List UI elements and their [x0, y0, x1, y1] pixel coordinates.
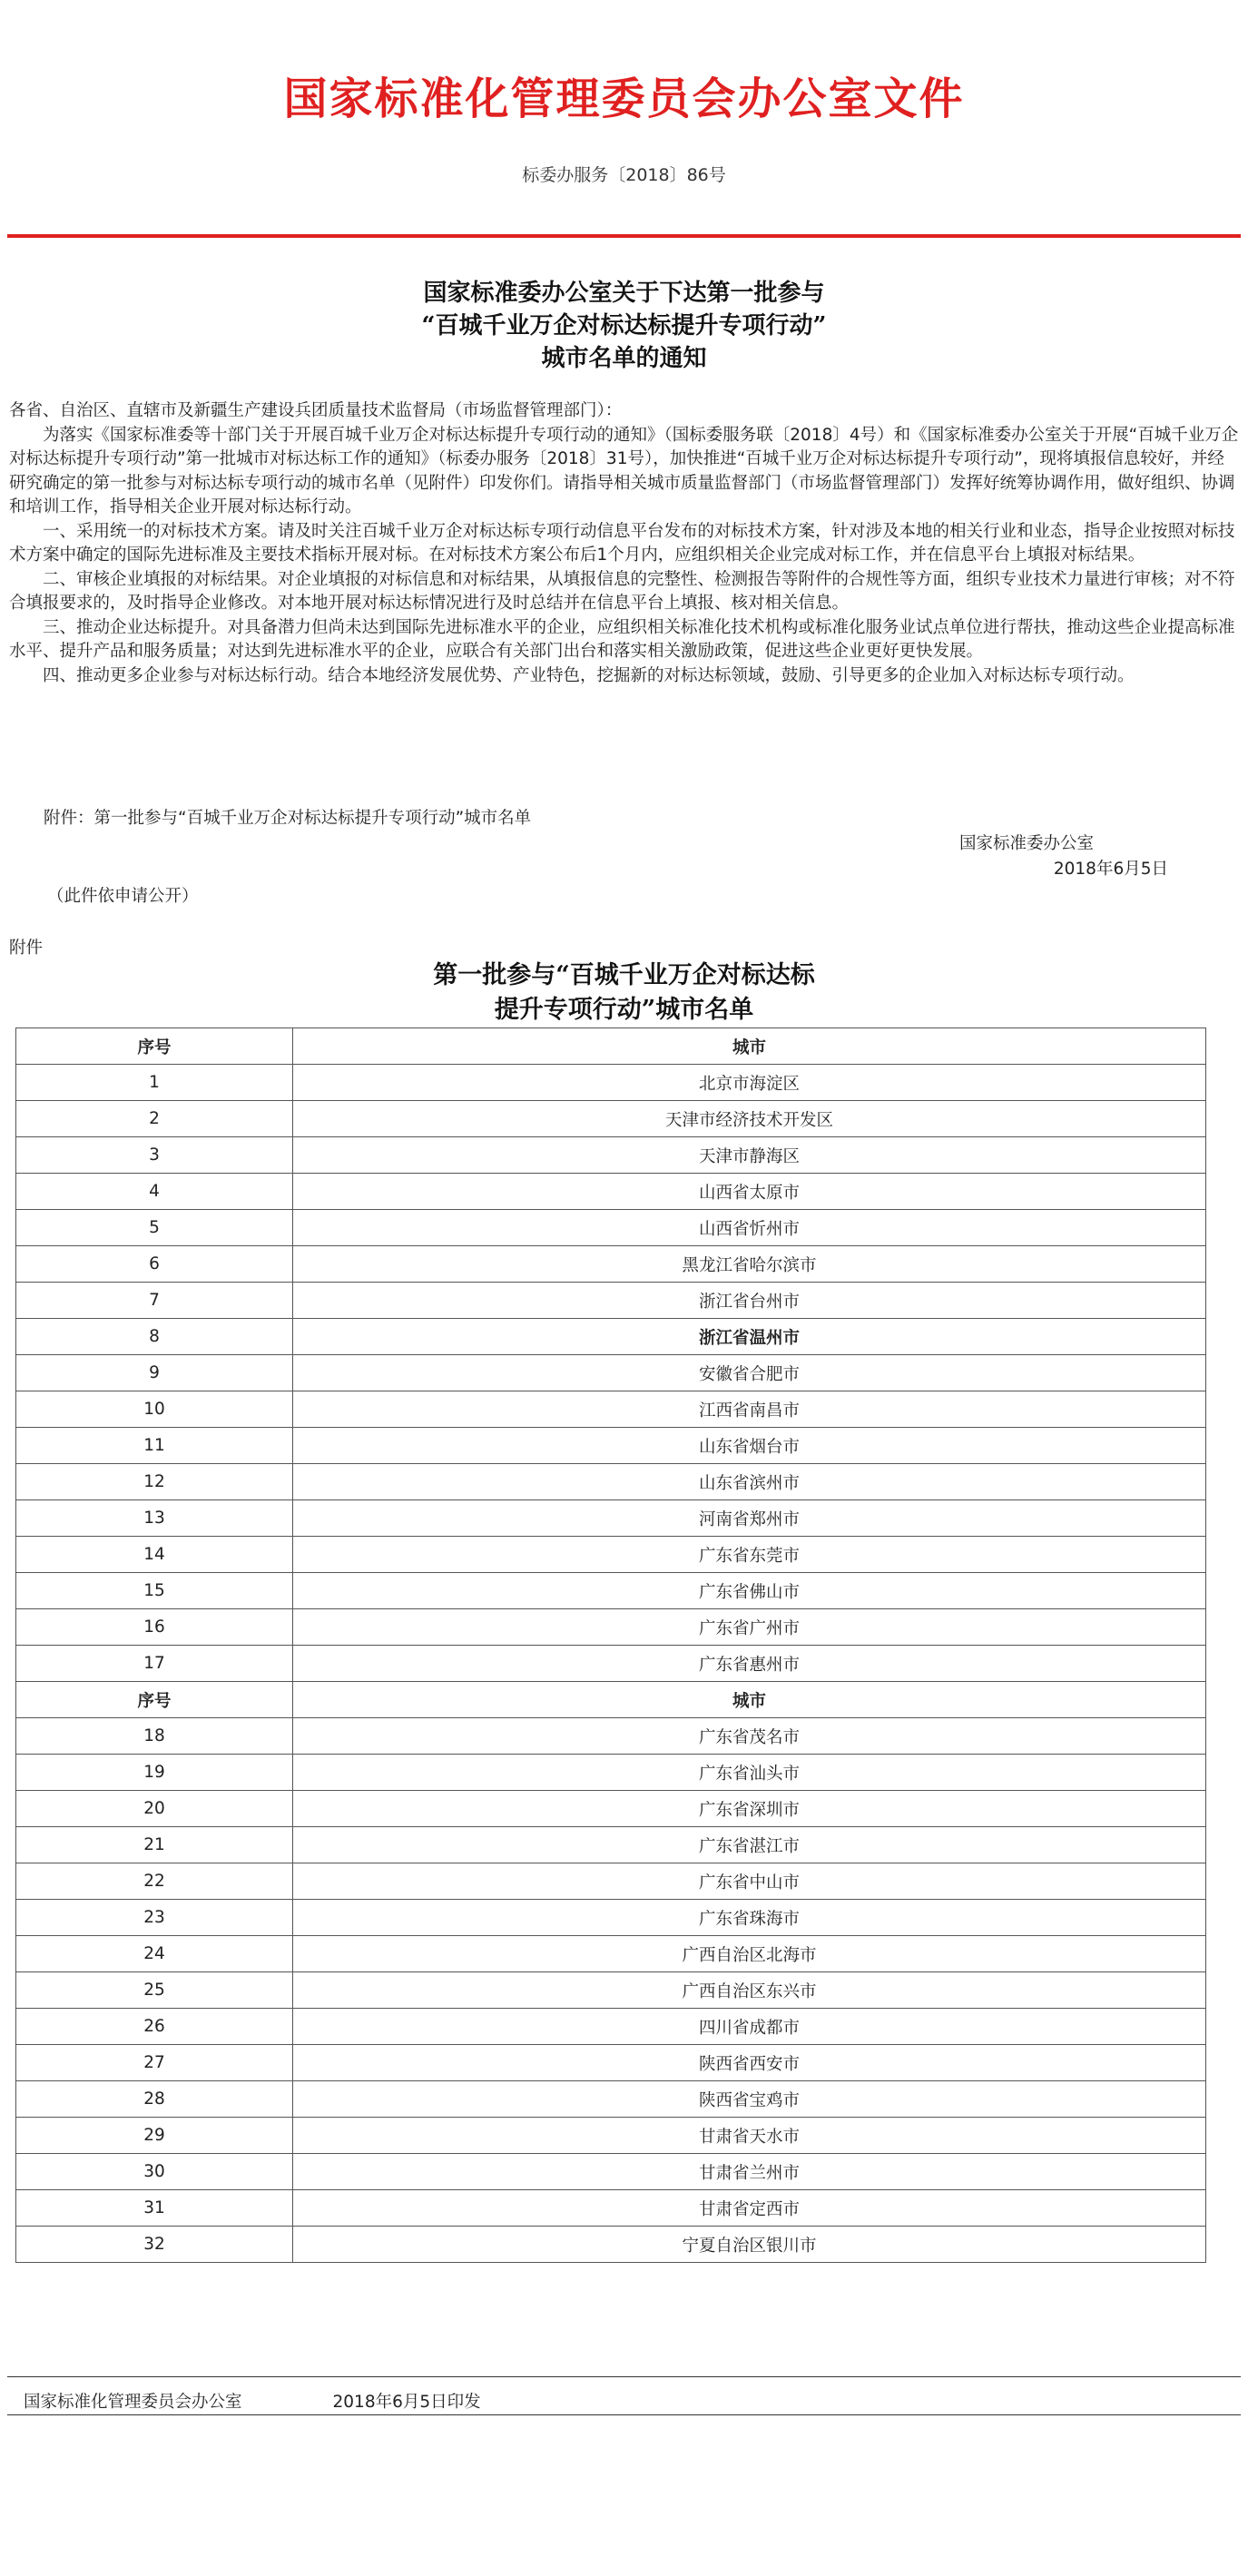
- table-row: [16, 1609, 1206, 1646]
- city-cell: 天津市静海区: [293, 1137, 1206, 1174]
- city-cell: 山西省忻州市: [293, 1210, 1206, 1246]
- city-cell: 广东省佛山市: [293, 1573, 1206, 1609]
- table-row: [16, 2045, 1206, 2081]
- signature-date: 2018年6月5日: [1053, 860, 1168, 879]
- city-cell: 宁夏自治区银川市: [293, 2227, 1206, 2263]
- city-cell: 甘肃省天水市: [293, 2118, 1206, 2154]
- city-cell: 甘肃省定西市: [293, 2190, 1206, 2227]
- notice-title: [0, 277, 1248, 375]
- seq-cell: 15: [16, 1573, 293, 1609]
- document-number: 标委办服务〔2018〕86号: [522, 165, 726, 185]
- table-row: [16, 1464, 1206, 1500]
- seq-cell: 8: [16, 1319, 293, 1355]
- salutation: 各省、自治区、直辖市及新疆生产建设兵团质量技术监督局（市场监督管理部门）：: [9, 401, 623, 420]
- seq-cell: 20: [16, 1791, 293, 1827]
- footer-org: 国家标准化管理委员会办公室: [24, 2393, 242, 2412]
- body-paragraph: 三、推动企业达标提升。对具备潜力但尚未达到国际先进标准水平的企业，应组织相关标准化技术机构或标准化服务业试点单位进行帮扶，推动这些企业提高标准水平、提升产品和服务质量；对达到先进标准水平的企业，应联合有关部门出台和落实相关激励政策，促进这些企业更好更快发展。: [9, 617, 1235, 661]
- table-row: [16, 2190, 1206, 2227]
- body-paragraph: 一、采用统一的对标技术方案。请及时关注百城千业万企对标达标专项行动信息平台发布的对标技术方案，针对涉及本地的相关行业和业态，指导企业按照对标技术方案中确定的国际先进标准及主要技术指标开展对标。在对标技术方案公布后1个月内，应组织相关企业完成对标工作，并在信息平台上填报对标结果。: [9, 521, 1235, 565]
- table-row: [16, 1791, 1206, 1827]
- table-row: [16, 1355, 1206, 1391]
- document-header-title: 国家标准化管理委员会办公室文件: [283, 74, 965, 124]
- seq-cell: 2: [16, 1101, 293, 1137]
- table-row: [16, 1863, 1206, 1900]
- body-paragraph: 四、推动更多企业参与对标达标行动。结合本地经济发展优势、产业特色，挖掘新的对标达标领域，鼓励、引导更多的企业加入对标达标专项行动。: [43, 665, 1135, 685]
- table-row: [16, 1101, 1206, 1137]
- seq-cell: 10: [16, 1391, 293, 1428]
- seq-cell: 30: [16, 2154, 293, 2190]
- city-cell: 广东省广州市: [293, 1609, 1206, 1646]
- seq-cell: 13: [16, 1500, 293, 1537]
- seq-cell: 21: [16, 1827, 293, 1863]
- seq-cell: 31: [16, 2190, 293, 2227]
- city-cell: 广西自治区北海市: [293, 1936, 1206, 1972]
- table-row: [16, 1537, 1206, 1573]
- table-row: [16, 2118, 1206, 2154]
- seq-cell: 27: [16, 2045, 293, 2081]
- seq-cell: 26: [16, 2009, 293, 2045]
- city-cell: 山东省烟台市: [293, 1428, 1206, 1464]
- seq-cell: 24: [16, 1936, 293, 1972]
- city-cell: 河南省郑州市: [293, 1500, 1206, 1537]
- body-paragraph: 二、审核企业填报的对标结果。对企业填报的对标信息和对标结果，从填报信息的完整性、检测报告等附件的合规性等方面，组织专业技术力量进行审核；对不符合填报要求的，及时指导企业修改。对本地开展对标达标情况进行及时总结并在信息平台上填报、核对相关信息。: [9, 569, 1235, 613]
- city-cell: 江西省南昌市: [293, 1391, 1206, 1428]
- seq-cell: 11: [16, 1428, 293, 1464]
- seq-cell: 12: [16, 1464, 293, 1500]
- city-cell: 广东省深圳市: [293, 1791, 1206, 1827]
- table-row: [16, 2081, 1206, 2118]
- annex-title-line: 第一批参与“百城千业万企对标达标: [433, 961, 815, 989]
- city-cell: 浙江省温州市: [293, 1319, 1206, 1355]
- table-row: [16, 1646, 1206, 1682]
- city-cell: 四川省成都市: [293, 2009, 1206, 2045]
- city-cell: 浙江省台州市: [293, 1283, 1206, 1319]
- table-row: [16, 1900, 1206, 1936]
- city-cell: 安徽省合肥市: [293, 1355, 1206, 1391]
- signature-block: [896, 831, 1168, 882]
- footer-print-date: 2018年6月5日印发: [332, 2393, 481, 2412]
- city-cell: 广东省东莞市: [293, 1537, 1206, 1573]
- seq-cell: 23: [16, 1900, 293, 1936]
- seq-cell: 4: [16, 1174, 293, 1210]
- table-row: [16, 1936, 1206, 1972]
- body-paragraph: 为落实《国家标准委等十部门关于开展百城千业万企对标达标提升专项行动的通知》（国标委服务联〔2018〕4号）和《国家标准委办公室关于开展“百城千业万企对标达标提升专项行动”第一批城市对标达标工作的通知》（标委办服务〔2018〕31号），加快推进“百城千业万企对标达标提升专项行动”，现将填报信息较好，并经研究确定的第一批参与对标达标专项行动的城市名单（见附件）印发你们。请指导相关城市质量监督部门（市场监督管理部门）发挥好统筹协调作用，做好组织、协调和培训工作，指导相关企业开展对标达标行动。: [9, 425, 1239, 516]
- table-header-row: [16, 1028, 1206, 1065]
- city-cell: 陕西省西安市: [293, 2045, 1206, 2081]
- seq-cell: 19: [16, 1755, 293, 1791]
- seq-cell: 5: [16, 1210, 293, 1246]
- table-row: [16, 1174, 1206, 1210]
- annex-label: 附件: [9, 939, 44, 958]
- city-cell: 甘肃省兰州市: [293, 2154, 1206, 2190]
- seq-cell: 29: [16, 2118, 293, 2154]
- city-cell: 天津市经济技术开发区: [293, 1101, 1206, 1137]
- seq-cell: 28: [16, 2081, 293, 2118]
- seq-cell: 9: [16, 1355, 293, 1391]
- annex-title: [0, 959, 1248, 1027]
- seq-cell: 22: [16, 1863, 293, 1900]
- table-row: [16, 2227, 1206, 2263]
- city-cell: 广东省茂名市: [293, 1718, 1206, 1755]
- table-row: [16, 1573, 1206, 1609]
- table-row: [16, 1391, 1206, 1428]
- seq-cell: 32: [16, 2227, 293, 2263]
- header-red-divider: [7, 234, 1241, 238]
- annex-title-line: 提升专项行动”城市名单: [494, 996, 754, 1024]
- table-header-row: [16, 1682, 1206, 1718]
- table-row: [16, 2009, 1206, 2045]
- city-cell: 陕西省宝鸡市: [293, 2081, 1206, 2118]
- city-cell: 广西自治区东兴市: [293, 1972, 1206, 2009]
- notice-title-line: “百城千业万企对标达标提升专项行动”: [421, 312, 827, 339]
- table-row: [16, 1319, 1206, 1355]
- seq-cell: 25: [16, 1972, 293, 2009]
- notice-title-line: 国家标准委办公室关于下达第一批参与: [423, 280, 825, 307]
- table-row: [16, 1972, 1206, 2009]
- seq-cell: 1: [16, 1065, 293, 1101]
- table-row: [16, 1137, 1206, 1174]
- seq-cell: 7: [16, 1283, 293, 1319]
- city-cell: 广东省中山市: [293, 1863, 1206, 1900]
- footer: [24, 2389, 481, 2413]
- table-row: [16, 2154, 1206, 2190]
- seq-cell: 17: [16, 1646, 293, 1682]
- column-header-seq: 序号: [16, 1682, 293, 1718]
- table-row: [16, 1246, 1206, 1283]
- seq-cell: 6: [16, 1246, 293, 1283]
- city-cell: 广东省惠州市: [293, 1646, 1206, 1682]
- table-row: [16, 1428, 1206, 1464]
- seq-cell: 16: [16, 1609, 293, 1646]
- city-cell: 广东省珠海市: [293, 1900, 1206, 1936]
- notice-title-line: 城市名单的通知: [541, 345, 707, 372]
- column-header-seq: 序号: [16, 1028, 293, 1065]
- table-row: [16, 1718, 1206, 1755]
- public-note: （此件依申请公开）: [47, 887, 199, 906]
- table-row: [16, 1210, 1206, 1246]
- city-cell: 山东省滨州市: [293, 1464, 1206, 1500]
- attachment-reference: 附件：第一批参与“百城千业万企对标达标提升专项行动”城市名单: [44, 809, 532, 828]
- column-header-city: 城市: [293, 1682, 1206, 1718]
- city-cell: 广东省汕头市: [293, 1755, 1206, 1791]
- seq-cell: 3: [16, 1137, 293, 1174]
- table-row: [16, 1283, 1206, 1319]
- city-list-table: [15, 1027, 1206, 2263]
- footer-top-rule: [7, 2376, 1241, 2377]
- column-header-city: 城市: [293, 1028, 1206, 1065]
- city-cell: 广东省湛江市: [293, 1827, 1206, 1863]
- table-row: [16, 1827, 1206, 1863]
- table-row: [16, 1500, 1206, 1537]
- seq-cell: 18: [16, 1718, 293, 1755]
- city-cell: 黑龙江省哈尔滨市: [293, 1246, 1206, 1283]
- table-row: [16, 1065, 1206, 1101]
- signature-org: 国家标准委办公室: [959, 834, 1095, 853]
- city-cell: 山西省太原市: [293, 1174, 1206, 1210]
- table-row: [16, 1755, 1206, 1791]
- seq-cell: 14: [16, 1537, 293, 1573]
- notice-body: [9, 399, 1239, 688]
- footer-bottom-rule: [7, 2414, 1241, 2415]
- city-cell: 北京市海淀区: [293, 1065, 1206, 1101]
